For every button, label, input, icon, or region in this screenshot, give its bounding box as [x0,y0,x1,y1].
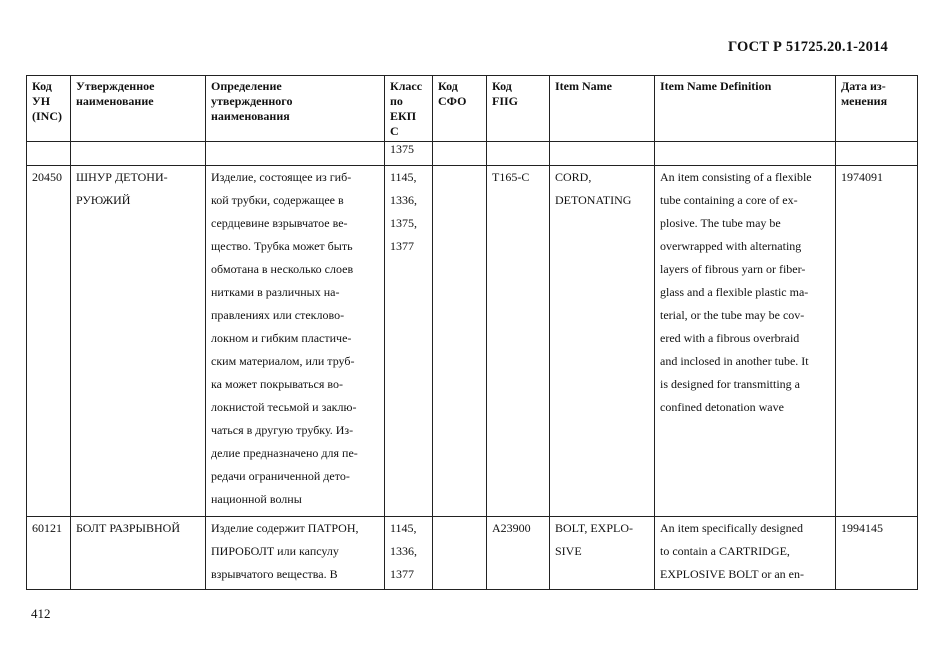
cell-change-date: 1974091 [836,166,918,517]
table-row [27,517,918,590]
cell-fiig: T165-C [487,166,550,517]
page-number: 412 [31,606,51,621]
cell-class: 1375 [385,142,433,166]
col-header-sfo: Код СФО [433,76,487,142]
col-header-definition: Определение утвержденного наименования [206,76,385,142]
cell-sfo [433,142,487,166]
col-header-item-name: Item Name [550,76,655,142]
cell-item-name: BOLT, EXPLO- SIVE [550,517,655,590]
continuation-row [27,142,918,166]
cell-fiig: A23900 [487,517,550,590]
col-header-name: Утвержденное наименование [71,76,206,142]
cell-item-name [550,142,655,166]
cell-change-date: 1994145 [836,517,918,590]
cell-definition [206,142,385,166]
cell-fiig [487,142,550,166]
cell-change-date [836,142,918,166]
cell-item-definition: An item consisting of a flexible tube containing a core of ex- plosive. The tube may be overwrapped with alternating layers of fibrous yarn or fiber- glass and a flexible plastic ma- terial, or the tube may be cov- ered with a fibrous overbraid and inclosed in another tube. It is designed for transmitting a confined detonation wave [655,166,836,517]
col-header-change-date: Дата из- менения [836,76,918,142]
table-row [27,166,918,517]
cell-code: 20450 [27,166,71,517]
cell-item-definition: An item specifically designed to contain a CARTRIDGE, EXPLOSIVE BOLT or an en- [655,517,836,590]
document-title: ГОСТ Р 51725.20.1-2014 [727,39,888,55]
col-header-code: Код УН (INC) [27,76,71,142]
col-header-item-definition: Item Name Definition [655,76,836,142]
cell-definition: Изделие, состоящее из гиб- кой трубки, содержащее в сердцевине взрывчатое ве- щество. Трубка может быть обмотана в несколько слоев нитками в различных на- правлениях или стеклово- локном и гибким пластиче- ским материалом, или труб- ка может покрываться во- локнистой тесьмой и заклю- чаться в другую трубку. Из- делие предназначено для пе- редачи ограниченной дето- национной волны [206,166,385,517]
cell-name: ШНУР ДЕТОНИ- РУЮЖИЙ [71,166,206,517]
cell-sfo [433,166,487,517]
col-header-fiig: Код FIIG [487,76,550,142]
cell-code: 60121 [27,517,71,590]
cell-class: 1145, 1336, 1377 [385,517,433,590]
cell-class: 1145, 1336, 1375, 1377 [385,166,433,517]
cell-item-definition [655,142,836,166]
col-header-class: Класс по ЕКП С [385,76,433,142]
cell-sfo [433,517,487,590]
cell-name [71,142,206,166]
cell-name: БОЛТ РАЗРЫВНОЙ [71,517,206,590]
cell-item-name: CORD, DETONATING [550,166,655,517]
catalog-table [26,75,918,590]
cell-definition: Изделие содержит ПАТРОН, ПИРОБОЛТ или капсулу взрывчатого вещества. В [206,517,385,590]
cell-code [27,142,71,166]
table-header-row [27,76,918,142]
